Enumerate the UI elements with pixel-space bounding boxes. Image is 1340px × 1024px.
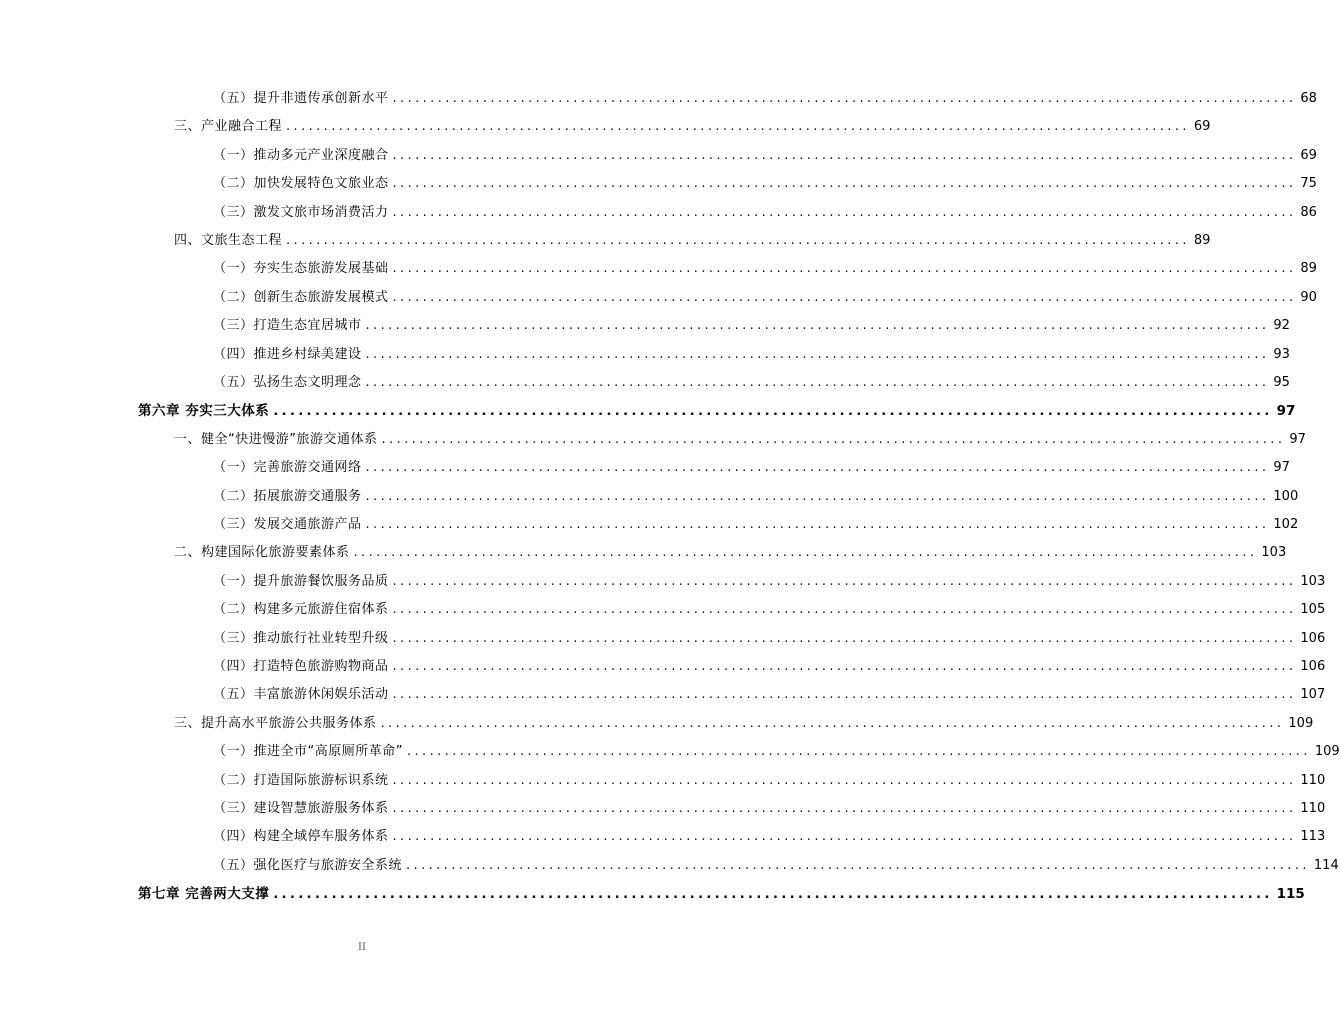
toc-page-number: 109 — [1288, 715, 1314, 731]
toc-entry-title: （四）打造特色旅游购物商品 — [213, 659, 389, 674]
toc-subsection-row[interactable] — [213, 346, 1290, 364]
toc-dot-leader: ........................................................................................................................ — [392, 176, 1297, 192]
toc-entry-title: 三、提升高水平旅游公共服务体系 — [174, 715, 377, 731]
toc-subsection-row[interactable] — [213, 204, 1317, 222]
toc-dot-leader: ........................................................................................................................ — [286, 119, 1190, 135]
toc-subsection-row[interactable] — [213, 317, 1290, 335]
toc-entry-title: （三）激发文旅市场消费活力 — [213, 204, 389, 220]
toc-page-number: 114 — [1313, 857, 1339, 873]
toc-page-number: 69 — [1300, 147, 1317, 163]
toc-page-number: 97 — [1276, 403, 1296, 420]
toc-page-number: 97 — [1289, 431, 1306, 447]
toc-page-number: 89 — [1193, 233, 1211, 248]
toc-dot-leader: ........................................................................................................................ — [273, 886, 1273, 903]
toc-subsection-row[interactable] — [213, 828, 1326, 846]
toc-subsection-row[interactable] — [213, 374, 1290, 392]
toc-entry-title: 四、文旅生态工程 — [174, 233, 283, 248]
toc-entry-title: （四）构建全域停车服务体系 — [213, 829, 389, 845]
toc-page-number: 95 — [1273, 375, 1290, 390]
toc-dot-leader: ........................................................................................................................ — [406, 857, 1310, 873]
toc-dot-leader: ........................................................................................................................ — [353, 545, 1258, 561]
toc-dot-leader: ........................................................................................................................ — [380, 715, 1285, 731]
toc-dot-leader: ........................................................................................................................ — [273, 403, 1273, 420]
toc-section-row[interactable] — [174, 118, 1211, 136]
toc-dot-leader: ........................................................................................................................ — [392, 829, 1297, 845]
toc-subsection-row[interactable] — [213, 658, 1326, 676]
toc-entry-title: （二）构建多元旅游住宿体系 — [213, 602, 389, 618]
toc-entry-title: （五）强化医疗与旅游安全系统 — [213, 857, 403, 873]
toc-dot-leader: ........................................................................................................................ — [392, 289, 1297, 305]
toc-entry-title: （四）推进乡村绿美建设 — [213, 346, 362, 362]
toc-entry-title: （二）打造国际旅游标识系统 — [213, 772, 389, 788]
toc-page-number: 107 — [1300, 687, 1326, 703]
toc-page-number: 102 — [1273, 517, 1299, 532]
toc-entry-title: （一）夯实生态旅游发展基础 — [213, 261, 389, 277]
toc-dot-leader: ........................................................................................................................ — [392, 772, 1297, 788]
toc-page-number: 103 — [1261, 545, 1287, 561]
toc-subsection-row[interactable] — [213, 772, 1326, 790]
toc-entry-title: 三、产业融合工程 — [174, 119, 283, 135]
toc-page-number: 109 — [1314, 744, 1340, 760]
toc-subsection-row[interactable] — [213, 686, 1326, 704]
toc-dot-leader: ........................................................................................................................ — [365, 318, 1270, 334]
page-number-footer: II — [358, 942, 366, 953]
toc-dot-leader: ........................................................................................................................ — [392, 687, 1297, 703]
toc-entry-title: （一）提升旅游餐饮服务品质 — [213, 573, 389, 589]
toc-dot-leader: ........................................................................................................................ — [392, 147, 1297, 163]
toc-subsection-row[interactable] — [213, 800, 1326, 818]
toc-subsection-row[interactable] — [213, 743, 1340, 761]
toc-page-number: 103 — [1300, 573, 1326, 589]
toc-entry-title: （三）建设智慧旅游服务体系 — [213, 801, 389, 816]
toc-dot-leader: ........................................................................................................................ — [365, 517, 1270, 532]
toc-page-number: 68 — [1300, 91, 1317, 106]
toc-entry-title: （一）推进全市“高原厕所革命” — [213, 744, 403, 760]
toc-dot-leader: ........................................................................................................................ — [392, 261, 1297, 277]
toc-page-number: 89 — [1300, 261, 1317, 277]
toc-page-number: 105 — [1300, 602, 1326, 618]
toc-subsection-row[interactable] — [213, 516, 1299, 534]
toc-dot-leader: ........................................................................................................................ — [392, 801, 1297, 816]
toc-subsection-row[interactable] — [213, 459, 1290, 477]
toc-subsection-row[interactable] — [213, 857, 1339, 875]
toc-entry-title: （三）打造生态宜居城市 — [213, 318, 362, 334]
toc-entry-title: 第六章 夯实三大体系 — [138, 403, 270, 420]
toc-subsection-row[interactable] — [213, 147, 1317, 165]
toc-entry-title: （五）丰富旅游休闲娱乐活动 — [213, 687, 389, 703]
toc-subsection-row[interactable] — [213, 289, 1317, 307]
toc-section-row[interactable] — [174, 544, 1287, 562]
toc-page-number: 69 — [1193, 119, 1211, 135]
toc-chapter-row[interactable] — [138, 402, 1296, 420]
toc-section-row[interactable] — [174, 431, 1306, 449]
toc-dot-leader: ........................................................................................................................ — [365, 346, 1270, 362]
toc-dot-leader: ........................................................................................................................ — [406, 744, 1311, 760]
toc-section-row[interactable] — [174, 232, 1211, 250]
toc-dot-leader: ........................................................................................................................ — [365, 375, 1270, 390]
toc-entry-title: 二、构建国际化旅游要素体系 — [174, 545, 350, 561]
toc-dot-leader: ........................................................................................................................ — [365, 488, 1270, 504]
toc-entry-title: （五）弘扬生态文明理念 — [213, 375, 362, 390]
toc-page-number: 106 — [1300, 630, 1326, 646]
toc-page-number: 86 — [1300, 204, 1317, 220]
toc-page-number: 100 — [1273, 488, 1299, 504]
toc-entry-title: （三）推动旅行社业转型升级 — [213, 630, 389, 646]
toc-entry-title: 第七章 完善两大支撑 — [138, 886, 270, 903]
toc-page-number: 97 — [1273, 460, 1290, 476]
toc-subsection-row[interactable] — [213, 573, 1326, 591]
toc-dot-leader: ........................................................................................................................ — [392, 91, 1297, 106]
toc-dot-leader: ........................................................................................................................ — [365, 460, 1270, 476]
toc-dot-leader: ........................................................................................................................ — [381, 431, 1286, 447]
toc-entry-title: （一）推动多元产业深度融合 — [213, 147, 389, 163]
toc-page-number: 106 — [1300, 659, 1326, 674]
toc-subsection-row[interactable] — [213, 90, 1317, 108]
toc-subsection-row[interactable] — [213, 488, 1299, 506]
toc-dot-leader: ........................................................................................................................ — [392, 204, 1297, 220]
toc-entry-title: （三）发展交通旅游产品 — [213, 517, 362, 532]
toc-page-number: 110 — [1300, 801, 1326, 816]
toc-subsection-row[interactable] — [213, 175, 1317, 193]
toc-page-number: 115 — [1276, 886, 1305, 903]
toc-dot-leader: ........................................................................................................................ — [286, 233, 1190, 248]
toc-page-number: 92 — [1273, 318, 1290, 334]
toc-subsection-row[interactable] — [213, 630, 1326, 648]
toc-entry-title: （二）加快发展特色文旅业态 — [213, 176, 389, 192]
toc-entry-title: 一、健全“快进慢游”旅游交通体系 — [174, 431, 378, 447]
toc-entry-title: （二）拓展旅游交通服务 — [213, 488, 362, 504]
toc-page-number: 75 — [1300, 176, 1317, 192]
toc-dot-leader: ........................................................................................................................ — [392, 573, 1297, 589]
toc-dot-leader: ........................................................................................................................ — [392, 630, 1297, 646]
toc-dot-leader: ........................................................................................................................ — [392, 602, 1297, 618]
toc-page-number: 113 — [1300, 829, 1326, 845]
toc-section-row[interactable] — [174, 715, 1314, 733]
toc-subsection-row[interactable] — [213, 260, 1317, 278]
toc-subsection-row[interactable] — [213, 601, 1326, 619]
toc-chapter-row[interactable] — [138, 885, 1305, 903]
toc-page-number: 110 — [1300, 772, 1326, 788]
toc-page-number: 90 — [1300, 289, 1317, 305]
toc-entry-title: （五）提升非遗传承创新水平 — [213, 91, 389, 106]
toc-page-number: 93 — [1273, 346, 1290, 362]
toc-entry-title: （一）完善旅游交通网络 — [213, 460, 362, 476]
toc-dot-leader: ........................................................................................................................ — [392, 659, 1297, 674]
toc-entry-title: （二）创新生态旅游发展模式 — [213, 289, 389, 305]
